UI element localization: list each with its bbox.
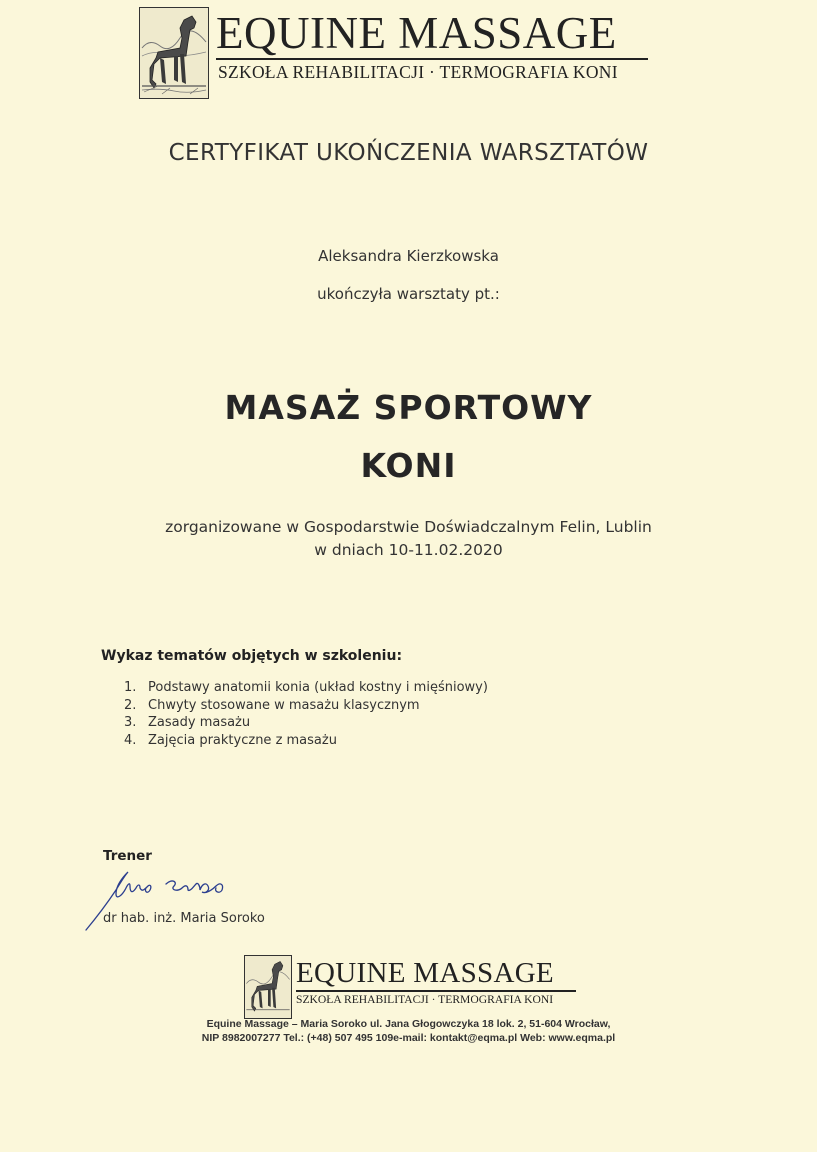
trainer-name: dr hab. inż. Maria Soroko — [103, 911, 265, 926]
brand-divider — [216, 58, 648, 60]
footer-address: Equine Massage – Maria Soroko ul. Jana Głogowczyka 18 lok. 2, 51-604 Wrocław, — [206, 1018, 611, 1030]
recipient-name: Aleksandra Kierzkowska — [318, 247, 499, 265]
list-item — [124, 697, 488, 715]
footer-brand-name: EQUINE MASSAGE — [296, 957, 554, 989]
organizer-text: zorganizowane w Gospodarstwie Doświadczalnym Felin, Lublin — [165, 518, 652, 536]
list-item — [124, 714, 488, 732]
certificate-title: CERTYFIKAT UKOŃCZENIA WARSZTATÓW — [168, 140, 649, 166]
dates-text: w dniach 10-11.02.2020 — [314, 541, 503, 559]
list-item — [124, 679, 488, 697]
list-item-number: 3. — [124, 715, 137, 730]
list-item — [124, 732, 488, 750]
brand-name: EQUINE MASSAGE — [216, 8, 617, 58]
brand-subtitle: SZKOŁA REHABILITACJI · TERMOGRAFIA KONI — [218, 62, 618, 82]
list-item-text: Chwyty stosowane w masażu klasycznym — [148, 697, 420, 713]
footer-brand-subtitle: SZKOŁA REHABILITACJI · TERMOGRAFIA KONI — [296, 993, 554, 1006]
course-title-line1: MASAŻ SPORTOWY — [224, 388, 593, 427]
list-item-text: Podstawy anatomii konia (układ kostny i mięśniowy) — [148, 680, 488, 695]
topics-heading: Wykaz tematów objętych w szkoleniu: — [101, 648, 403, 664]
course-title-line2: KONI — [360, 446, 457, 485]
list-item-number: 1. — [124, 680, 137, 695]
list-item-number: 2. — [124, 697, 137, 713]
list-item-text: Zajęcia praktyczne z masażu — [148, 732, 337, 748]
list-item-number: 4. — [124, 732, 137, 748]
topics-list — [124, 679, 488, 749]
completion-text: ukończyła warsztaty pt.: — [317, 285, 500, 303]
footer-brand-divider — [296, 990, 576, 992]
footer-contact: NIP 8982007277 Tel.: (+48) 507 495 109e-mail: kontakt@eqma.pl Web: www.eqma.pl — [201, 1032, 616, 1044]
horse-icon — [244, 955, 292, 1019]
list-item-text: Zasady masażu — [148, 715, 251, 730]
horse-icon — [139, 7, 209, 99]
trainer-label: Trener — [103, 848, 152, 864]
